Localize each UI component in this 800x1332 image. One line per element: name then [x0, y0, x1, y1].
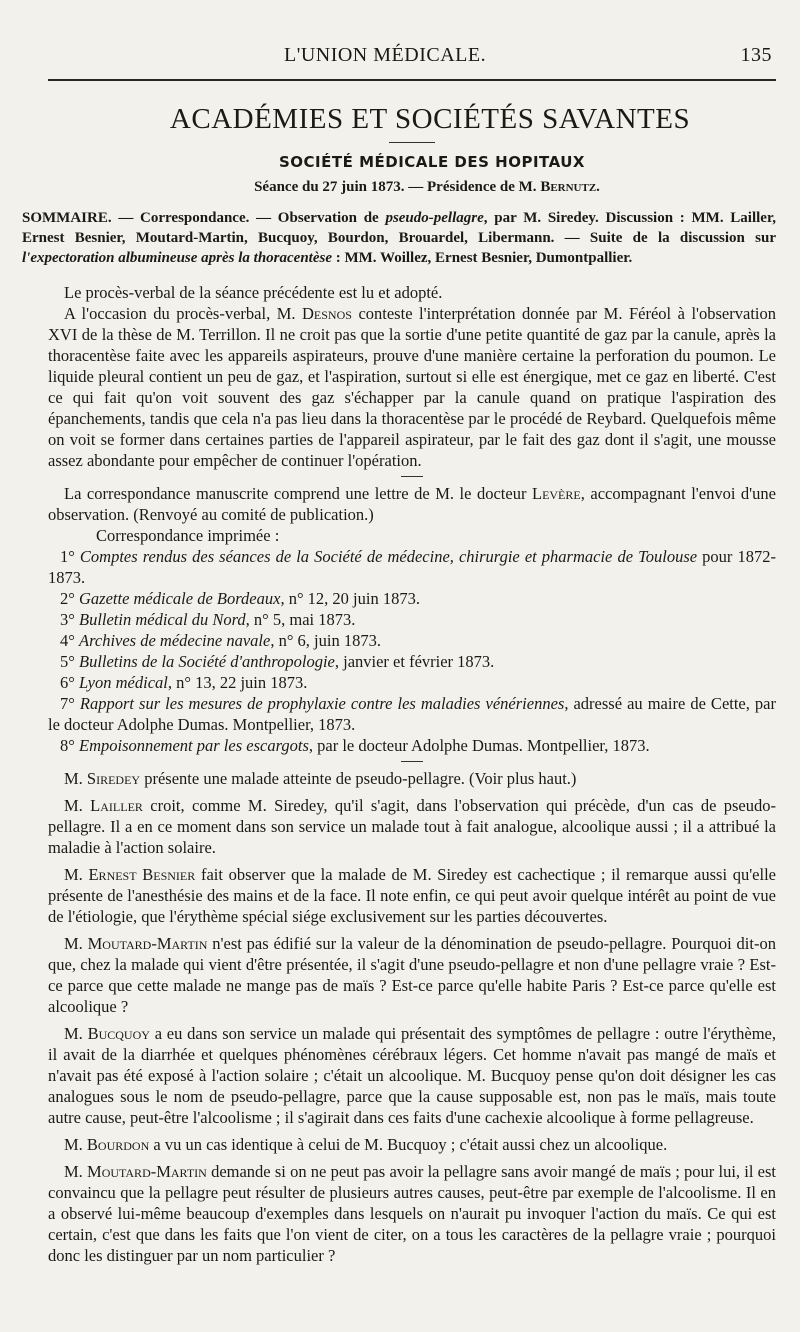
session-line: Séance du 27 juin 1873. — Présidence de M. Bernutz. — [254, 179, 600, 195]
item-details: , par le docteur Adolphe Dumas. Montpellier, 1873. — [308, 736, 650, 755]
discussion — [48, 768, 776, 1266]
item-title: Bulletin médical du Nord — [78, 610, 246, 629]
item-title: Bulletins de la Société d'anthropologie — [78, 652, 335, 671]
correspondence-list — [48, 546, 776, 756]
item-title: Empoisonnement par les escargots — [78, 736, 309, 755]
speaker-name: M. Moutard-Martin — [64, 1162, 207, 1181]
speaker-name: M. Lailler — [64, 796, 143, 815]
item-title: Rapport sur les mesures de prophylaxie contre les maladies vénériennes — [79, 694, 565, 713]
correspondence-item — [48, 588, 776, 609]
item-number: 8° — [60, 736, 79, 755]
summary: SOMMAIRE. — Correspondance. — Observation de pseudo-pellagre, par M. Siredey. Discussion : MM. Lailler, Ernest Besnier, Moutard-Martin, Bucquoy, Bourdon, Brouardel, Libermann. — Suite de la discussion sur l'expectoration albumineuse après la thoracentèse : MM. Woillez, Ernest Besnier, Dumontpallier. — [22, 210, 776, 266]
speaker-name: M. Ernest Besnier — [64, 865, 196, 884]
header-rule — [48, 79, 776, 81]
item-details: , n° 6, juin 1873. — [270, 631, 381, 650]
item-details: , n° 12, 20 juin 1873. — [280, 589, 420, 608]
correspondence-item — [48, 651, 776, 672]
running-header — [48, 44, 776, 67]
speaker-text: n'est pas édifié sur la valeur de la dénomination de pseudo-pellagre. Pourquoi dit-on que, chez la malade qui vient d'être présentée, il s'agit d'une pseudo-pellagre et non d'une pellagre vraie ? Est-ce parce que cette malade ne mange pas de maïs ? Est-ce parce qu'elle habite Paris ? Est-ce parce qu'elle est alcoolique ? — [48, 934, 776, 1016]
correspondence-item — [48, 672, 776, 693]
speaker-text: croit, comme M. Siredey, qu'il s'agit, dans l'observation qui précède, d'un cas de pseudo-pellagre. Il a en ce moment dans son service un malade tout à fait analogue, alcoolique aussi ; il a attribué la maladie à l'action solaire. — [48, 796, 777, 857]
item-number: 1° — [60, 547, 80, 566]
item-title: Archives de médecine navale — [78, 631, 271, 650]
paragraph: Correspondance imprimée : — [96, 526, 280, 545]
correspondence-item — [48, 609, 776, 630]
speaker-text: présente une malade atteinte de pseudo-pellagre. (Voir plus haut.) — [140, 769, 577, 788]
paragraph: La correspondance manuscrite comprend une lettre de M. le docteur Levère, accompagnant l'envoi d'une observation. (Renvoyé au comité de publication.) — [48, 484, 776, 524]
speaker-name: M. Bourdon — [64, 1135, 150, 1154]
item-number: 6° — [60, 673, 79, 692]
discussion-paragraph — [48, 933, 776, 1017]
item-details: , n° 5, mai 1873. — [245, 610, 356, 629]
item-details: , adressé au maire de Cette, par le docteur Adolphe Dumas. Montpellier, 1873. — [48, 694, 776, 734]
divider — [401, 761, 423, 762]
article-body — [48, 282, 776, 1266]
item-title: Gazette médicale de Bordeaux — [78, 589, 281, 608]
title-divider — [389, 142, 435, 143]
item-details: pour 1872-1873. — [48, 547, 776, 587]
speaker-text: a vu un cas identique à celui de M. Bucquoy ; c'était aussi chez un alcoolique. — [149, 1135, 668, 1154]
correspondence-item — [48, 735, 776, 756]
paragraph: Le procès-verbal de la séance précédente est lu et adopté. — [64, 283, 443, 302]
page-number: 135 — [740, 44, 772, 66]
item-number: 4° — [60, 631, 79, 650]
item-details: , n° 13, 22 juin 1873. — [167, 673, 308, 692]
speaker-text: fait observer que la malade de M. Siredey est cachectique ; il remarque aussi qu'elle présente de l'anesthésie des mains et de la face. Il note enfin, ce qui peut avoir quelque intérêt au point de vue de l'étiologie, que l'érythème spécial siége exclusivement sur les parties découvertes. — [48, 865, 776, 926]
item-number: 3° — [60, 610, 79, 629]
correspondence-item — [48, 546, 776, 588]
summary-label: SOMMAIRE. — [22, 210, 112, 226]
divider — [401, 476, 423, 477]
speaker-text: a eu dans son service un malade qui présentait des symptômes de pellagre : outre l'érythème, il avait de la diarrhée et quelques phénomènes cérébraux légers. Cet homme n'avait pas mangé de maïs et n'avait pas été exposé à l'action solaire ; c'était un alcoolique. M. Bucquoy pense qu'on doit désigner les cas analogues sous le nom de pseudo-pellagre, parce que la cause supposable est, non pas le maïs, mais toute autre cause, peut-être l'alcoolisme ; il s'agirait dans ces faits d'une cachexie alcoolique à forme pellagreuse. — [48, 1024, 776, 1127]
correspondence-item — [48, 630, 776, 651]
speaker-name: M. Siredey — [64, 769, 141, 788]
journal-title: L'UNION MÉDICALE. — [284, 44, 487, 66]
item-title: Comptes rendus des séances de la Société de médecine, chirurgie et pharmacie de Toulouse — [79, 547, 698, 566]
discussion-paragraph — [48, 795, 776, 858]
item-number: 2° — [60, 589, 79, 608]
speaker-text: demande si on ne peut pas avoir la pellagre sans avoir mangé de maïs ; pour lui, il est convaincu que la pellagre peut résulter de plusieurs autres causes, peut-être par exemple de l'alcoolisme. Il en a observé lui-même beaucoup d'exemples dans lesquels on n'aurait pu invoquer l'action du maïs. Ce qui est certain, c'est que dans les faits que l'on vient de citer, on a tous les caractères de la pellagre vraie ; pourquoi donc les distinguer par un nom particulier ? — [48, 1162, 776, 1265]
paragraph: A l'occasion du procès-verbal, M. Desnos conteste l'interprétation donnée par M. Féréol à l'observation XVI de la thèse de M. Terrillon. Il ne croit pas que la sortie d'une petite quantité de gaz par la canule, après la thoracentèse faite avec les appareils aspirateurs, prouve d'une manière certaine la perforation du poumon. Le liquide pleural contient un peu de gaz, et l'aspiration, surtout si elle est énergique, met ce gaz en liberté. C'est ce qui fait qu'on voit souvent des gaz s'échapper par la canule quand on pratique l'aspiration des épanchements, tandis que cela n'a pas lieu dans la thoracentèse par le procédé de Reybard. Quelquefois même on voit se former dans certaines parties de l'appareil aspirateur, par le fait des gaz dont il s'agit, une mousse assez abondante pour empêcher de continuer l'opération. — [48, 304, 776, 470]
correspondence-item — [48, 693, 776, 735]
item-details: , janvier et février 1873. — [334, 652, 495, 671]
president-name: Bernutz — [540, 179, 597, 195]
discussion-paragraph — [48, 1161, 776, 1266]
discussion-paragraph — [48, 1023, 776, 1128]
item-number: 5° — [60, 652, 79, 671]
section-title: ACADÉMIES ET SOCIÉTÉS SAVANTES — [169, 103, 691, 135]
item-title: Lyon médical — [78, 673, 168, 692]
discussion-paragraph — [48, 768, 776, 789]
item-number: 7° — [60, 694, 80, 713]
speaker-name: M. Moutard-Martin — [64, 934, 208, 953]
discussion-paragraph — [48, 1134, 776, 1155]
discussion-paragraph — [48, 864, 776, 927]
speaker-name: M. Bucquoy — [64, 1024, 150, 1043]
society-name: SOCIÉTÉ MÉDICALE DES HOPITAUX — [278, 153, 585, 171]
